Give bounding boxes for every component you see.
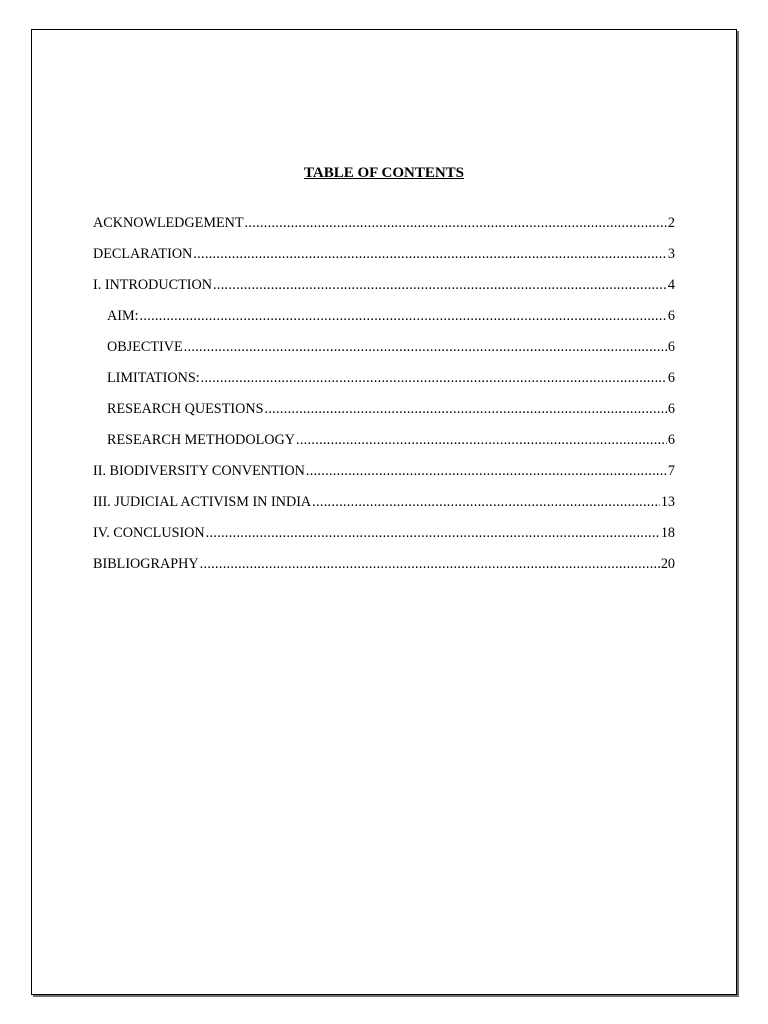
toc-entry-label: BIBLIOGRAPHY: [93, 556, 199, 572]
dot-leader: [200, 555, 660, 573]
toc-title: TABLE OF CONTENTS: [303, 165, 465, 181]
toc-entry-page: 7: [667, 463, 675, 479]
toc-entry-page: 6: [667, 432, 675, 448]
toc-entry-label: RESEARCH METHODOLOGY: [107, 432, 295, 448]
toc-entry-label: IV. CONCLUSION: [93, 525, 205, 541]
toc-entry-page: 18: [660, 525, 675, 541]
dot-leader: [193, 245, 667, 263]
toc-entry-label: I. INTRODUCTION: [93, 277, 213, 293]
dot-leader: [296, 431, 667, 449]
toc-entry-page: 6: [667, 339, 675, 355]
dot-leader: [264, 400, 666, 418]
toc-entry-label: LIMITATIONS:: [107, 370, 200, 386]
toc-entry-research-methodology[interactable]: [93, 431, 675, 462]
dot-leader: [213, 276, 667, 294]
toc-entry-page: 6: [667, 370, 675, 386]
toc-entry-page: 4: [667, 277, 675, 293]
toc-entry-page: 6: [667, 401, 675, 417]
toc-entry-page: 3: [667, 246, 675, 262]
dot-leader: [306, 462, 667, 480]
toc-entry-biodiversity-convention[interactable]: [93, 462, 675, 493]
dot-leader: [206, 524, 660, 542]
dot-leader: [245, 214, 667, 232]
toc-entry-objective[interactable]: [93, 338, 675, 369]
toc-entry-label: AIM:: [107, 308, 139, 324]
toc-entry-label: OBJECTIVE: [107, 339, 183, 355]
dot-leader: [312, 493, 660, 511]
toc-entry-label: DECLARATION: [93, 246, 193, 262]
toc-entry-page: 2: [667, 215, 675, 231]
toc-entry-declaration[interactable]: [93, 245, 675, 276]
toc-entry-label: II. BIODIVERSITY CONVENTION: [93, 463, 305, 479]
toc-entry-research-questions[interactable]: [93, 400, 675, 431]
toc-list: [93, 214, 675, 586]
toc-entry-limitations[interactable]: [93, 369, 675, 400]
toc-entry-page: 20: [660, 556, 675, 572]
dot-leader: [201, 369, 667, 387]
dot-leader: [140, 307, 667, 325]
toc-entry-label: ACKNOWLEDGEMENT: [93, 215, 244, 231]
toc-entry-acknowledgement[interactable]: [93, 214, 675, 245]
toc-entry-aim[interactable]: [93, 307, 675, 338]
toc-entry-label: III. JUDICIAL ACTIVISM IN INDIA: [93, 494, 312, 510]
toc-entry-conclusion[interactable]: [93, 524, 675, 555]
toc-entry-judicial-activism[interactable]: [93, 493, 675, 524]
toc-entry-label: RESEARCH QUESTIONS: [107, 401, 264, 417]
dot-leader: [184, 338, 667, 356]
toc-entry-page: 13: [660, 494, 675, 510]
toc-entry-bibliography[interactable]: [93, 555, 675, 586]
toc-entry-page: 6: [667, 308, 675, 324]
toc-entry-introduction[interactable]: [93, 276, 675, 307]
